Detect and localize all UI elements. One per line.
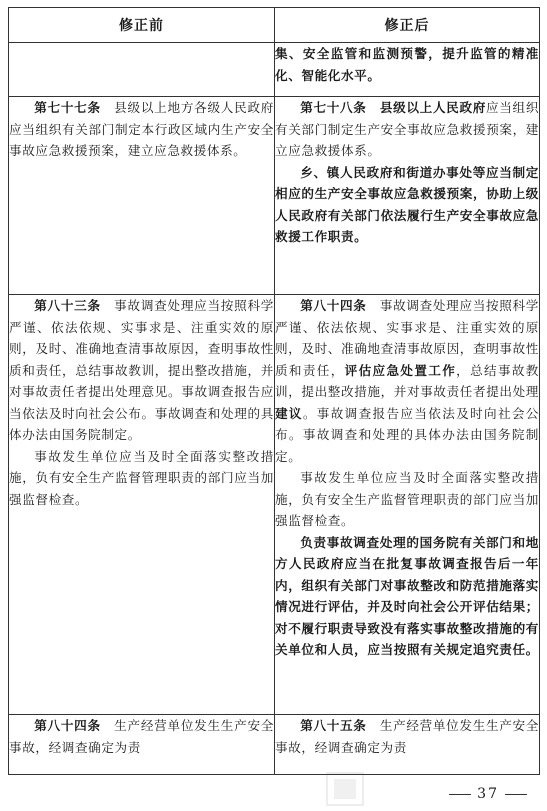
- paragraph-text: 集、安全监管和监测预警，提升监管的精准化、智能化水平。: [275, 46, 539, 83]
- paragraph: [275, 467, 539, 532]
- paragraph-text: 负责事故调查处理的国务院有关部门和地方人民政府应当在批复事故调查报告后一年内，组织有关部门对事故整改和防范措施落实情况进行评估，并及时向社会公开评估结果；对不履行职责导致没有落实事故整改措施的有关单位和人员，应当按照有关规定追究责任。: [275, 534, 539, 657]
- comparison-table: [8, 7, 540, 775]
- paragraph: [275, 532, 539, 661]
- watermark-seal-icon: [324, 770, 366, 808]
- page-dash-left: [449, 794, 471, 795]
- page-number-value: 37: [477, 786, 499, 802]
- article-number: 第八十四条: [300, 298, 367, 313]
- paragraph: [9, 715, 274, 758]
- article-number: 第八十四条: [34, 718, 101, 733]
- amended-text: 建议: [275, 405, 303, 421]
- page-number: [443, 786, 533, 802]
- article-number: 第八十三条: [34, 298, 101, 313]
- paragraph-text: 乡、镇人民政府和街道办事处等应当制定相应的生产安全事故应急救援预案，协助上级人民政府有关部门依法履行生产安全事故应急救援工作职责。: [275, 164, 539, 244]
- table-header-row: [9, 8, 540, 43]
- paragraph-text: 应当组织有关部门制定生产安全事故应急救援预案，建立应急救援体系。: [275, 100, 540, 158]
- paragraph-text: ，总结事故教训，提出整改措施，并对事故责任者提出处理: [275, 362, 539, 399]
- cell-after: [275, 97, 540, 295]
- table-row: [9, 43, 540, 97]
- article-number: 第八十五条: [300, 718, 367, 733]
- cell-before: [9, 715, 275, 775]
- amended-text: 县级以上人民政府: [366, 100, 486, 115]
- article-number: 第七十八条: [300, 100, 367, 115]
- table-row: [9, 715, 540, 775]
- paragraph-text: 事故调查处理应当按照科学严谨、依法依规、实事求是、注重实效的原则，及时、准确地查清事故原因，查明事故性质和责任，: [275, 298, 539, 378]
- paragraph: [275, 295, 539, 467]
- article-number: 第七十七条: [34, 100, 101, 115]
- paragraph: [275, 43, 539, 86]
- paragraph: [9, 446, 274, 511]
- paragraph-text: 生产经营单位发生生产安全事故，经调查确定为责: [275, 718, 539, 755]
- cell-before: [9, 295, 275, 715]
- paragraph-text: 生产经营单位发生生产安全事故，经调查确定为责: [9, 718, 274, 755]
- paragraph-text: 事故发生单位应当及时全面落实整改措施，负有安全生产监督管理职责的部门应当加强监督检查。: [275, 470, 539, 528]
- paragraph-text: 。事故调查报告应当依法及时向社会公布。事故调查和处理的具体办法由国务院制定。: [275, 405, 540, 464]
- cell-after: [275, 43, 540, 97]
- paragraph: [275, 97, 539, 162]
- cell-after: [275, 295, 540, 715]
- cell-before: [9, 43, 275, 97]
- paragraph: [275, 715, 539, 758]
- amended-text: 评估应急处置工作: [344, 362, 457, 378]
- cell-before: [9, 97, 275, 295]
- header-before: 修正前: [9, 8, 275, 43]
- paragraph-text: 事故调查处理应当按照科学严谨、依法依规、实事求是、注重实效的原则，及时、准确地查清事故原因，查明事故性质和责任，总结事故教训，提出整改措施，并对事故责任者提出处理意见。事故调查报告应当依法及时向社会公布。事故调查和处理的具体办法由国务院制定。: [9, 298, 274, 442]
- paragraph-text: 事故发生单位应当及时全面落实整改措施，负有安全生产监督管理职责的部门应当加强监督检查。: [9, 448, 274, 507]
- table-row: [9, 97, 540, 295]
- table-row: [9, 295, 540, 715]
- paragraph: [9, 97, 274, 162]
- header-after: 修正后: [275, 8, 540, 43]
- paragraph-text: 县级以上地方各级人民政府应当组织有关部门制定本行政区域内生产安全事故应急救援预案，建立应急救援体系。: [9, 100, 274, 158]
- cell-after: [275, 715, 540, 775]
- page-dash-right: [505, 794, 527, 795]
- paragraph: [9, 295, 274, 446]
- paragraph: [275, 162, 539, 248]
